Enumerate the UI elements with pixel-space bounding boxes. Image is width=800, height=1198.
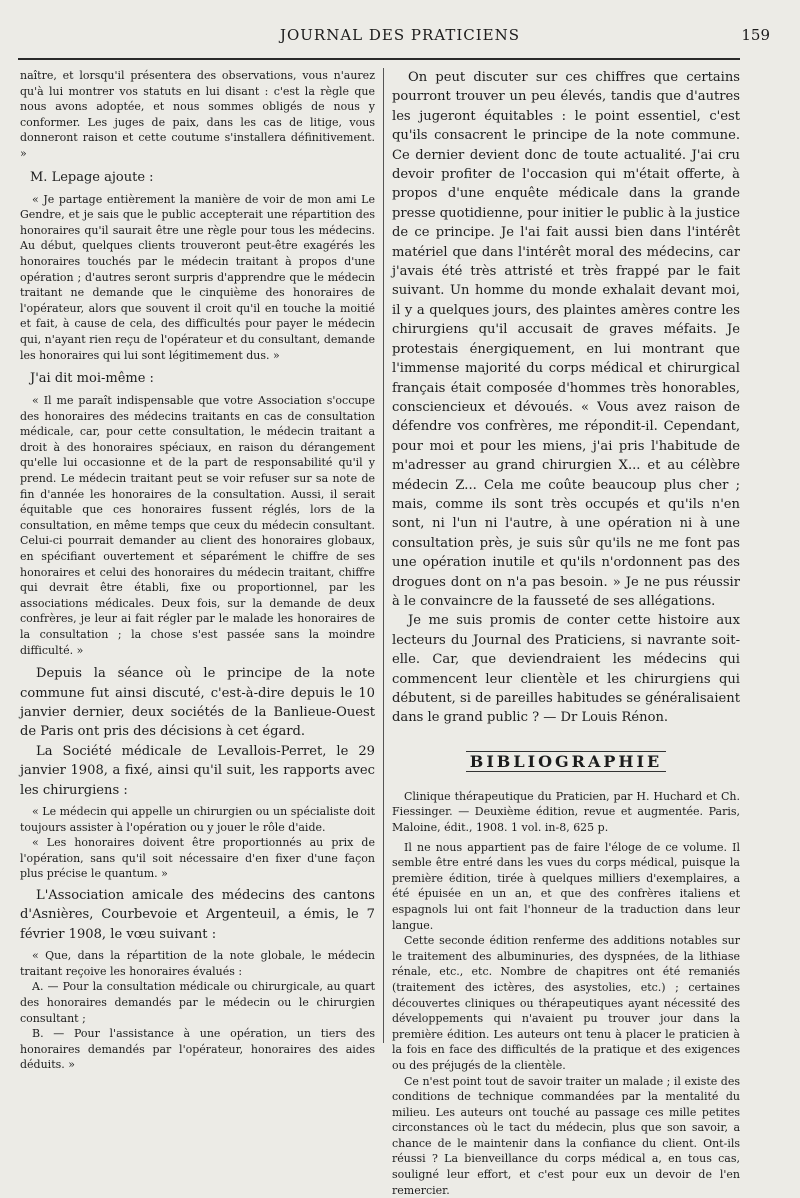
self-quote: « Il me paraît indispensable que votre Association s'occupe des honoraires des médecins traitants en cas de consultation médicale, car, pour cette consultation, le médecin traitant a droit à des honoraires spéciaux, en raison du dérangement qu'elle lui occasionne et de la part de responsabilité qu'il y prend. Le médecin traitant peut se voir refuser sur sa note de fin d'année les honoraires de la consultation. Aussi, il serait équitable que ces honoraires fussent réglés, lors de la consultation, en même temps que ceux du médecin consultant. Celui-ci pourrait demander au client des honoraires globaux, en spécifiant ouvertement et séparément le chiffre de ses honoraires et celui des honoraires du médecin traitant, chiffre qui devrait être établi, fixe ou proportionnel, par les associations médicales. Deux fois, sur la demande de deux confrères, je leur ai fait régler par le malade les honoraires de la consultation ; la chose s'est passée sans la moindre difficulté. »: [20, 393, 375, 658]
right-paragraph-1: On peut discuter sur ces chiffres que certains pourront trouver un peu élevés, tandis que d'autres les jugeront équitables : le point essentiel, c'est qu'ils consacrent le principe de la note commune. Ce dernier devient donc de toute actualité. J'ai cru devoir profiter de l'occasion qui m'était offerte, à propos d'une enquête médicale dans la grande presse quotidienne, pour initier le public à la justice de ce principe. Je l'ai fait aussi bien dans l'intérêt matériel que dans l'intérêt moral des médecins, car j'avais été très attristé et très frappé par le fait suivant. Un homme du monde exhalait devant moi, il y a quelques jours, des plaintes amères contre les chirurgiens qu'il accusait de graves méfaits. Je protestais énergiquement, en lui montrant que l'immense majorité du corps médical et chirurgical français était composée d'hommes très honorables, consciencieux et dévoués. « Vous avez raison de défendre vos confrères, me répondit-il. Cependant, pour moi et pour les miens, j'ai pris l'habitude de m'adresser au grand chirurgien X... et au célèbre médecin Z... Cela me coûte beaucoup plus cher ; mais, comme ils sont très occupés et qu'ils n'en sont, ni l'un ni l'autre, à une opération ni à une consultation près, je suis sûr qu'ils ne me font pas une opération inutile et qu'ils n'ordonnent pas des drogues dont on n'a pas besoin. » Je ne pus réussir à le convaincre de la fausseté de ses allégations.: [392, 68, 740, 611]
left-quote-10: A. — Pour la consultation médicale ou chirurgicale, au quart des honoraires demandés par le médecin ou le chirurgien consultant ;: [20, 979, 375, 1026]
bibliography-heading-text: BIBLIOGRAPHIE: [466, 751, 666, 772]
biblio-paragraph-1: Il ne nous appartient pas de faire l'éloge de ce volume. Il semble être entré dans les vues du corps médical, puisque la première édition, tirée à quelques milliers d'exemplaires, a été épuisée en un an, et que des confrères italiens et espagnols lui ont fait l'honneur de la traduction dans leur langue.: [392, 840, 740, 934]
right-paragraph-2: Je me suis promis de conter cette histoire aux lecteurs du Journal des Praticiens, si navrante soit-elle. Car, que deviendraient les médecins qui commencent leur clientèle et les chirurgiens qui débutent, si de pareilles habitudes se généralisaient dans le grand public ? — Dr Louis Rénon.: [392, 611, 740, 727]
biblio-entry: Clinique thérapeutique du Praticien, par H. Huchard et Ch. Fiessinger. — Deuxième édition, revue et augmentée. Paris, Maloine, édit., 1908. 1 vol. in-8, 625 p.: [392, 789, 740, 836]
header-rule: [18, 58, 740, 60]
left-paragraph-8: L'Association amicale des médecins des cantons d'Asnières, Courbevoie et Argenteuil, a émis, le 7 février 1908, le vœu suivant :: [20, 886, 375, 944]
lepage-quote: « Je partage entièrement la manière de voir de mon ami Le Gendre, et je sais que le public accepterait une répartition des honoraires qu'il saurait être une règle pour tous les médecins. Au début, quelques clients trouveront peut-être exagérés les honoraires touchés par le médecin traitant à propos d'une opération ; d'autres seront surpris d'apprendre que le médecin traitant ne demande que le cinquième des honoraires de l'opérateur, alors que souvent il croit qu'il en touche la moitié et fait, à cause de cela, des difficultés pour payer le médecin qui, n'ayant rien reçu de l'opérateur et du consultant, demande les honoraires qui lui sont légitimement dus. »: [20, 192, 375, 364]
left-paragraph-1: naître, et lorsqu'il présentera des observations, vous n'aurez qu'à lui montrer vos statuts en lui disant : c'est la règle que nous avons adoptée, et nous sommes obligés de nous y conformer. Les juges de paix, dans les cas de litige, vous donneront raison et cette coutume s'installera définitivement. »: [20, 68, 375, 162]
page-header: [20, 26, 780, 56]
left-paragraph-5: La Société médicale de Levallois-Perret, le 29 janvier 1908, a fixé, ainsi qu'il suit, les rapports avec les chirurgiens :: [20, 742, 375, 800]
left-quote-11: B. — Pour l'assistance à une opération, un tiers des honoraires demandés par l'opérateur, honoraires des aides déduits. »: [20, 1026, 375, 1073]
left-quote-6: « Le médecin qui appelle un chirurgien ou un spécialiste doit toujours assister à l'opération ou y jouer le rôle d'aide.: [20, 804, 375, 835]
bibliography-heading: [392, 752, 740, 771]
left-paragraph-4: Depuis la séance où le principe de la note commune fut ainsi discuté, c'est-à-dire depuis le 10 janvier dernier, deux sociétés de la Banlieue-Ouest de Paris ont pris des décisions à cet égard.: [20, 664, 375, 742]
left-quote-7: « Les honoraires doivent être proportionnés au prix de l'opération, sans qu'il soit nécessaire d'en fixer d'une façon plus précise le quantum. »: [20, 835, 375, 882]
left-quote-9: « Que, dans la répartition de la note globale, le médecin traitant reçoive les honoraires évalués :: [20, 948, 375, 979]
biblio-paragraph-2: Cette seconde édition renferme des additions notables sur le traitement des albuminuries, des dyspnées, de la lithiase rénale, etc., etc. Nombre de chapitres ont été remaniés (traitement des ictères, des asystolies, etc.) ; certaines découvertes cliniques ou thérapeutiques ayant nécessité des développements qui n'avaient pu trouver jour dans la première édition. Les auteurs ont tenu à placer le praticien à la fois en face des difficultés de la pratique et des exigences ou des préjugés de la clientèle.: [392, 933, 740, 1073]
left-column: [20, 68, 375, 1048]
biblio-paragraph-3: Ce n'est point tout de savoir traiter un malade ; il existe des conditions de technique commandées par la mentalité du milieu. Les auteurs ont touché au passage ces mille petites circonstances où le tact du médecin, plus que son savoir, a chance de le maintenir dans la confiance du client. Ont-ils réussi ? La bienveillance du corps médical a, en tous cas, souligné leur effort, et c'est pour eux un devoir de l'en remercier.: [392, 1074, 740, 1198]
journal-title: JOURNAL DES PRATICIENS: [20, 26, 780, 44]
page-number: 159: [741, 26, 770, 44]
right-column: [392, 68, 740, 1048]
column-divider: [383, 68, 384, 1043]
self-heading: J'ai dit moi-même :: [30, 369, 375, 389]
lepage-heading: M. Lepage ajoute :: [30, 168, 375, 188]
